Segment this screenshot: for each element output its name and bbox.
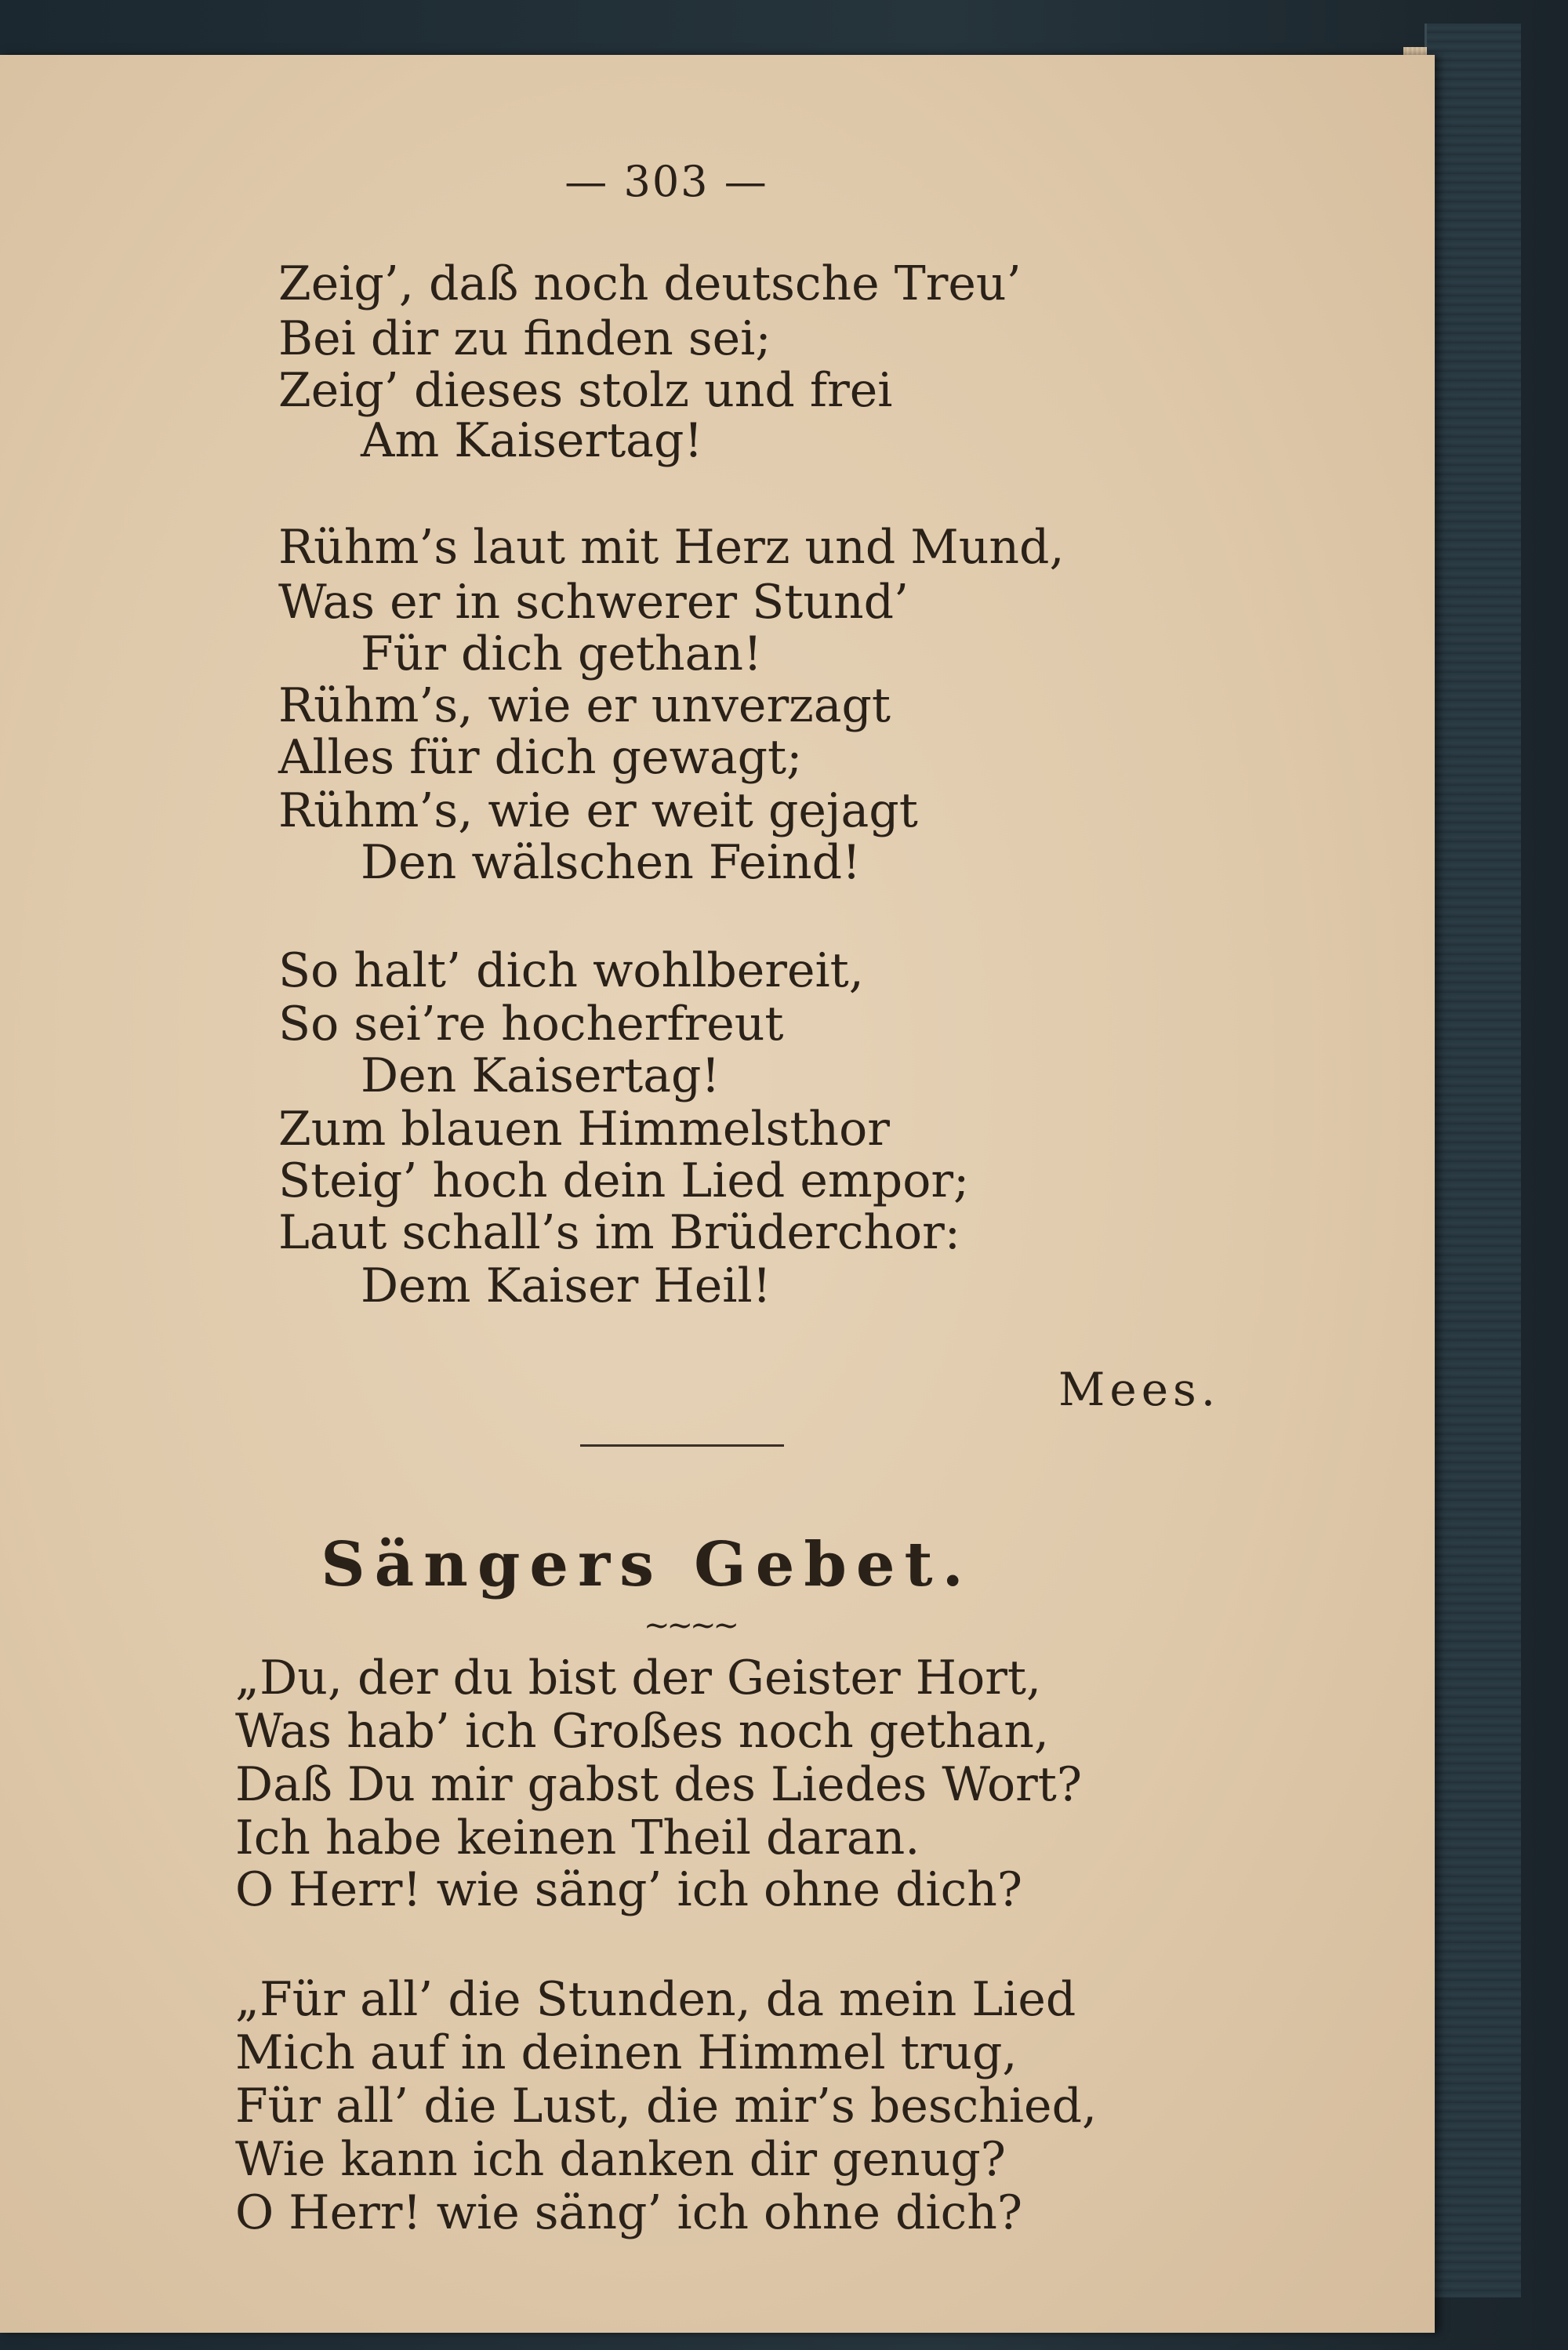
poem2-line: O Herr! wie säng’ ich ohne dich? xyxy=(235,2185,1023,2240)
poem1-line: Steig’ hoch dein Lied empor; xyxy=(278,1153,970,1208)
book-page xyxy=(0,55,1435,2333)
poem1-line: Bei dir zu finden sei; xyxy=(278,311,771,366)
poem1-line: Was er in schwerer Stund’ xyxy=(278,575,909,630)
page-number: — 303 — xyxy=(564,157,768,206)
poem1-author: Mees. xyxy=(1058,1363,1221,1416)
poem1-line: Am Kaisertag! xyxy=(361,413,703,468)
poem1-line: So halt’ dich wohlbereit, xyxy=(278,943,864,998)
poem2-title: Sängers Gebet. xyxy=(321,1529,973,1600)
poem1-line: So sei’re hocherfreut xyxy=(278,997,784,1052)
book-binding xyxy=(1425,24,1521,2297)
poem1-line: Den wälschen Feind! xyxy=(361,835,862,890)
poem1-line: Rühm’s laut mit Herz und Mund, xyxy=(278,520,1065,575)
poem1-line: Laut schall’s im Brüderchor: xyxy=(278,1205,960,1260)
poem2-line: Ich habe keinen Theil daran. xyxy=(235,1811,920,1865)
page-content xyxy=(0,55,1403,2333)
poem1-line: Alles für dich gewagt; xyxy=(278,730,803,785)
poem2-line: „Für all’ die Stunden, da mein Lied xyxy=(235,1972,1076,2027)
poem1-line: Rühm’s, wie er unverzagt xyxy=(278,678,891,733)
poem2-line: „Du, der du bist der Geister Hort, xyxy=(235,1651,1042,1705)
poem2-line: O Herr! wie säng’ ich ohne dich? xyxy=(235,1862,1023,1917)
poem1-line: Zeig’ dieses stolz und frei xyxy=(278,363,893,418)
poem1-line: Den Kaisertag! xyxy=(361,1048,720,1103)
poem1-line: Dem Kaiser Heil! xyxy=(361,1259,771,1313)
poem2-line: Mich auf in deinen Himmel trug, xyxy=(235,2025,1018,2080)
poem2-line: Wie kann ich danken dir genug? xyxy=(235,2132,1006,2187)
section-divider xyxy=(580,1444,784,1447)
poem1-line: Zum blauen Himmelsthor xyxy=(278,1102,890,1157)
title-ornament: ~~~~ xyxy=(643,1607,737,1644)
poem2-line: Daß Du mir gabst des Liedes Wort? xyxy=(235,1757,1083,1812)
poem1-line: Für dich gethan! xyxy=(361,627,763,681)
poem2-line: Was hab’ ich Großes noch gethan, xyxy=(235,1704,1049,1759)
poem1-line: Zeig’, daß noch deutsche Treu’ xyxy=(278,256,1022,311)
poem2-line: Für all’ die Lust, die mir’s beschied, xyxy=(235,2079,1098,2134)
poem1-line: Rühm’s, wie er weit gejagt xyxy=(278,783,918,838)
